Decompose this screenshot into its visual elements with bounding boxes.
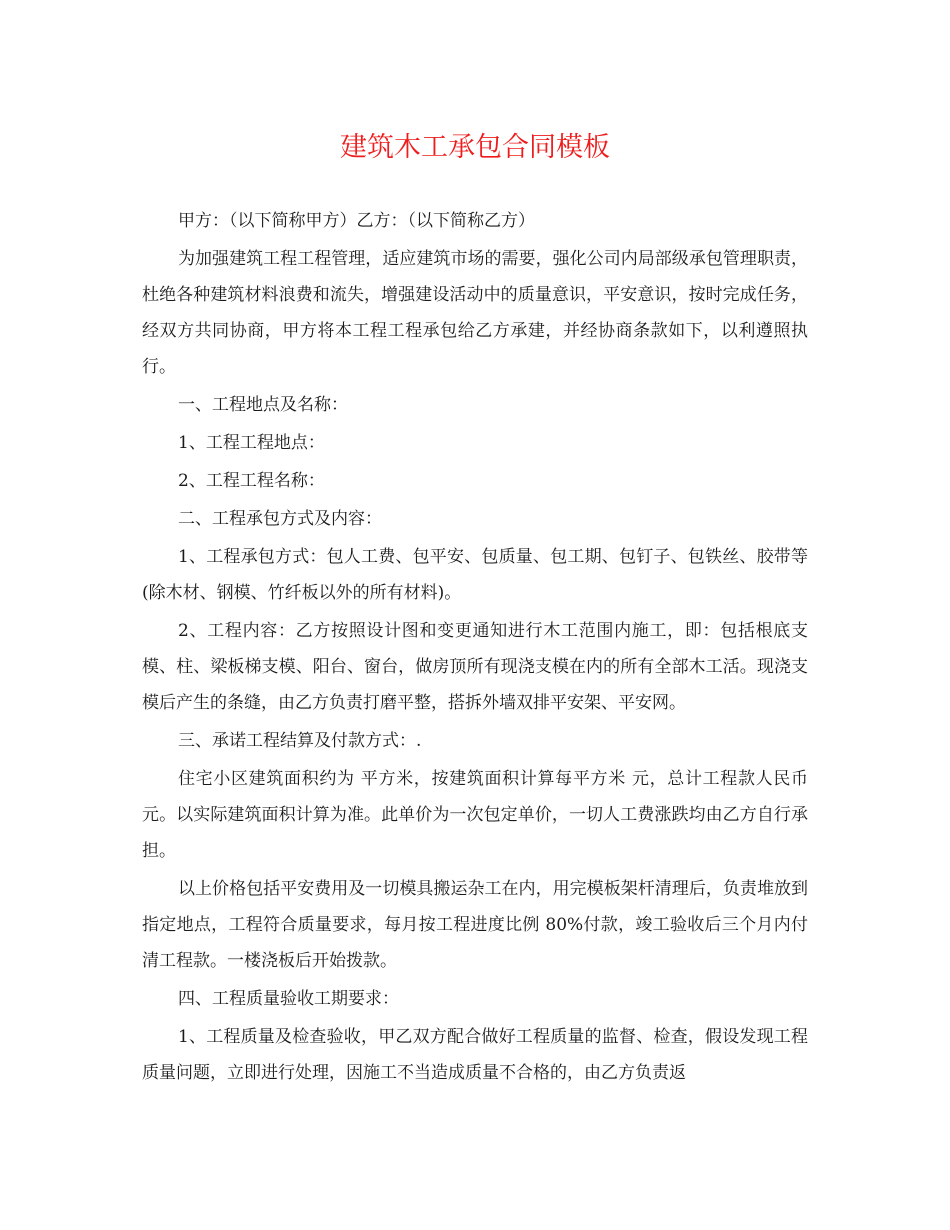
clause-paragraph: 以上价格包括平安费用及一切模具搬运杂工在内，用完模板架杆清理后，负责堆放到指定地点，工程符合质量要求，每月按工程进度比例 80%付款，竣工验收后三个月内付清工程款。一楼浇板后开始拨款。 bbox=[142, 879, 808, 971]
section-heading: 四、工程质量验收工期要求： bbox=[178, 989, 399, 1009]
document-title: 建筑木工承包合同模板 bbox=[340, 132, 610, 163]
clause-item: 2、工程内容：乙方按照设计图和变更通知进行木工范围内施工，即：包括根底支模、柱、梁板梯支模、阳台、窗台，做房顶所有现浇支模在内的所有全部木工活。现浇支模后产生的条缝，由乙方负责打磨平整，搭拆外墙双排平安架、平安网。 bbox=[142, 621, 808, 713]
clause-item: 1、工程承包方式：包人工费、包平安、包质量、包工期、包钉子、包铁丝、胶带等(除木材、钢模、竹纤板以外的所有材料)。 bbox=[142, 547, 808, 603]
clause-paragraph: 住宅小区建筑面积约为 平方米，按建筑面积计算每平方米 元，总计工程款人民币 元。以实际建筑面积计算为准。此单价为一次包定单价，一切人工费涨跌均由乙方自行承担。 bbox=[142, 769, 808, 861]
clause-item: 2、工程工程名称： bbox=[178, 471, 325, 491]
party-line: 甲方：（以下简称甲方）乙方：（以下简称乙方） bbox=[178, 211, 535, 231]
document-body bbox=[142, 203, 808, 1091]
clause-item: 1、工程质量及检查验收，甲乙双方配合做好工程质量的监督、检查，假设发现工程质量问题，立即进行处理，因施工不当造成质量不合格的，由乙方负责返 bbox=[142, 1027, 808, 1083]
clause-item: 1、工程工程地点： bbox=[178, 433, 325, 453]
preamble-paragraph: 为加强建筑工程工程管理，适应建筑市场的需要，强化公司内局部级承包管理职责，杜绝各种建筑材料浪费和流失，增强建设活动中的质量意识，平安意识，按时完成任务，经双方共同协商，甲方将本工程工程承包给乙方承建，并经协商条款如下，以利遵照执行。 bbox=[142, 249, 808, 377]
section-heading: 一、工程地点及名称： bbox=[178, 395, 348, 415]
section-heading: 二、工程承包方式及内容： bbox=[178, 509, 382, 529]
section-heading: 三、承诺工程结算及付款方式：. bbox=[178, 731, 422, 751]
